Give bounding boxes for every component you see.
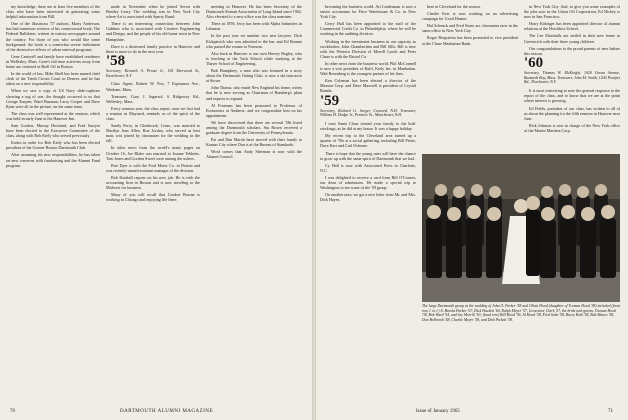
class-60-officers: Secretary, Thomas W. McKnight, 1020 Ocean Avenue, Buzzards Bay, Mass. Treasurer, John M. Smith, 1200 Pomfret Rd., Dorchester, N.Y. bbox=[524, 70, 620, 85]
paragraph: Roger Bergström has been promoted to vice president at the Chase Manhattan Bank. bbox=[422, 35, 518, 46]
paragraph: There is hope that the young ones will have the chance to grow up with the same spirit of Dartmouth that we had. bbox=[320, 150, 416, 161]
paragraph: Harry Kittinger has been appointed director of alumni relations at the Hotchkiss School. bbox=[524, 21, 620, 32]
running-foot-left: DARTMOUTH ALUMNI MAGAZINE bbox=[120, 409, 214, 414]
left-column-3 bbox=[206, 4, 302, 404]
paragraph: Cy Hall is now with Associated Press in Charlotte, N.C. bbox=[320, 162, 416, 173]
paragraph: becoming the business world. Art Lindenauer is now a senior accountant for Price Waterhouse & Co. in New York City. bbox=[320, 4, 416, 20]
paragraph: Gerry Hall has been appointed to the staff of the Commercial Credit Co. in Philadelphia, where he will be working in the auditing division. bbox=[320, 21, 416, 37]
paragraph: Ken Coleman has been elected a director of the Maxson Corp. and Dave Maxwell is president of Crystal Brands. bbox=[320, 78, 416, 94]
paragraph: Every reunion year, the class report, once we first had a reunion in Maynard, reminds us of the spirit of the class. bbox=[106, 105, 200, 121]
paragraph: We have discovered that there are several '58s listed among the Dartmouth scholars. Stu Rosen received a graduate degree from the University of Pennsylvania. bbox=[206, 119, 302, 136]
paragraph: In other news from the business world, Phil McConnell is now a vice president of Raiff, Kiely Inc. in Manhattan. Walt Rosenberg is the youngest partner of his firm. bbox=[320, 60, 416, 77]
class-year: '58 bbox=[106, 52, 126, 69]
class-year: '59 bbox=[320, 92, 340, 109]
paragraph: Hal Schenck and Fred Stone are classmates now in the same office in New York City. bbox=[422, 23, 518, 34]
class-59-officers: Secretary, Richard G. Jaeger, Concord, N.H. Treasurer, William H. Dodge Jr., Prentice St., Manchester, N.H. bbox=[320, 108, 416, 118]
paragraph: my knowledge, there are at least five members of the class who have been interested in generating some helpful information from Bill. bbox=[6, 4, 100, 20]
paragraph: Also back in Hanover is our own Harvey Bagley, who is teaching at the Tuck School while studying at the Thayer School of Engineering. bbox=[206, 50, 302, 66]
paragraph: I trust Santa Claus treated your family to the kids' stockings, as he did at my house. It was a happy holiday. bbox=[320, 121, 416, 132]
page-number-right: 71 bbox=[608, 409, 613, 414]
left-column-2 bbox=[106, 4, 200, 404]
paragraph: Ed Fields, president of our class, has written to all of us about the planning for the fifth reunion in Hanover next June. bbox=[524, 105, 620, 121]
paragraph: Sam Gordon, Murray Howland, and Fred Sawyer have been elected to the Executive Committee of the class, along with Bob Kiely who served previously. bbox=[6, 122, 100, 139]
page-gutter bbox=[312, 0, 316, 420]
page-number-left: 70 bbox=[10, 409, 15, 414]
class-year: '60 bbox=[524, 54, 544, 71]
paragraph: Our congratulations to the proud parents of new babies this season. bbox=[524, 45, 620, 56]
paragraph: The class was well represented at the reunion, which was held in early June at the Hanover Inn. bbox=[6, 110, 100, 121]
paragraph: Gene Cantwell and family have established residence in Wellesley, Mass. Gene's full time activities away from home are centered at Shell Oil in Boston. bbox=[6, 53, 100, 70]
photo-caption: The large Dartmouth group at the wedding of John O. Parker '58 and Olivia Hood (daughter of Truman Hood '38) included (front row, l. to r.) A. Brooks Parker '67, Dick Hackett '60, Ralph Meyer '57, Grosvenor Clark '57, the bride and groom, Truman Hood '38, Bob Ward '54, and Jay Morrill '63; (back row) Bill Hood '56, Al Hood '58, Fred Sohn '58, Barry Roth '58, Bob Mauro '58, Don Holbrook '58, Charlie Meyer '58, and Dick Pickett '58. bbox=[422, 304, 620, 322]
paragraph: My recent trip to the Cleveland area turned up a quarter of '59s at a social gathering, including Bill Petrie, Dave Kerr and Carl Osborne. bbox=[320, 133, 416, 149]
paragraph: When we saw a copy of US Navy slide-captions showing a tug of war, the thought occurred to us that George Karpen, Ward Bauman, Larry Cooper and Dave Ryan were all in the picture, on the same team. bbox=[6, 88, 100, 109]
paragraph: One of the illustrious '57 authors, Marty Anderson, has had numerous reviews of his controversial book, The Federal Bulldozer, written in various newspapers around the country. For those of you who would like some background: the book is a somewhat severe indictment of the destructive effects of urban renewal programs. bbox=[6, 21, 100, 52]
left-column-1 bbox=[6, 4, 100, 404]
paragraph: It is most interesting to note the general response to the report of the class, and to know that we are at the point where interest is growing. bbox=[524, 88, 620, 104]
paragraph: here in Cleveland for the season. bbox=[427, 4, 481, 9]
class-58-officers: Secretary, Kenneth A. Proutt Jr., 165 Sherwood St., Eastchester, N.Y. bbox=[106, 68, 200, 78]
paragraph: The Lee Marshalls are settled in their new home in Greenwich with their three young children. bbox=[524, 33, 620, 44]
paragraph: Treasurer, Gary J. Ingersol, 6 Ridgeway Rd., Wellesley, Mass. bbox=[106, 93, 200, 104]
paragraph: Working in the investment business in our capacity as stockbroker, John Chamberlain and Bill Sills. Bill is now with the Western Division of Merrill Lynch and Peter Chase is with the Bristol Co. bbox=[320, 38, 416, 59]
paragraph: Kudos in order for Bob Kiely who has been elected president of the Greater Boston Dartmouth Club. bbox=[6, 140, 100, 151]
paragraph: Pete Dyer is with the Ford Motor Co. in Detroit and was recently named assistant manager of the division. bbox=[106, 162, 200, 173]
wedding-group-photo bbox=[422, 154, 620, 302]
paragraph: After assuming his new responsibilities, he has taken on new concerns with fundraising and the Alumni Fund program. bbox=[6, 152, 100, 168]
paragraph: In the past year we number two new lawyers: Dick Kirkpatrick who was admitted to the bar, and Ed Bonner who passed the exams in Vermont. bbox=[206, 33, 302, 49]
paragraph: meeting in Hanover. He has been Secretary of the Dartmouth Alumni Association of Long Island since 1962. Also elevated to a new office was the class nominee. bbox=[206, 4, 302, 20]
paragraph: Dave is a distressed family practice in Hanover and there is more to do in the next year. bbox=[106, 43, 200, 54]
paragraph: On another note, we got a nice letter from Mr. and Mrs. Dick Hayes. bbox=[320, 192, 416, 203]
paragraph: Bob Humphrey, a man who was featured in a story about the Dartmouth Outing Club, is now a ski instructor at Stowe. bbox=[206, 68, 302, 84]
paragraph: in New York City. And, to give you some examples of the jobs now in the Union Oil Corporation, Ed Hickey is now in San Francisco. bbox=[524, 4, 620, 20]
paragraph: Al Freeman has been promoted to Professor of Economics at Amherst, and we congratulate him on his appointment. bbox=[206, 102, 302, 118]
right-column-1 bbox=[320, 4, 416, 404]
class-58-heading bbox=[106, 52, 200, 69]
class-60-heading bbox=[524, 54, 620, 71]
paragraph: Charlie Kerr is now working on an advertising campaign for Good Humor. bbox=[422, 11, 518, 22]
paragraph: There is an interesting connection between John Gubbins who is associated with Creative Engineering and Design, and the people of his old home town in New Hampshire. bbox=[106, 21, 200, 42]
paragraph: Word comes that Andy Sherman is now with the Alumni Council. bbox=[206, 149, 302, 160]
paragraph: John Thoma, who made New England his home, writes that he is now serving as Chairman of Rumberg's plant and expects to expand. bbox=[206, 85, 302, 101]
paragraph: I was delighted to receive a card from Bill O'Connor, our dean of admissions. He made a special trip to Washington to see some of the '59 group. bbox=[320, 174, 416, 191]
right-page bbox=[320, 4, 622, 408]
group-photo-image bbox=[422, 154, 620, 302]
class-59-heading bbox=[320, 92, 416, 109]
running-foot-right: Issue of January 1965 bbox=[416, 409, 460, 414]
paragraph: Sandy Ferry, in Glenbrook, Conn., was married to Marilyn Jean Allen. Ron Jordan, who served as best man, was joined by classmates for the wedding in the fall. bbox=[106, 123, 200, 144]
right-column-2 bbox=[422, 4, 518, 149]
paragraph: In other news from the world's many pages on October 16, Joe Blake was married to Joanne Tebbetts. Tom Jones and Gordon Sweet were among the ushers. bbox=[106, 145, 200, 161]
paragraph: In the world of law, Mike Shell has been named chief clerk of the Tenth Circuit Court in Denver, and he has taken on a new responsibility. bbox=[6, 71, 100, 87]
paragraph: Class Agent, Robert W. Fox, 7 Esperanza Ave., Wenham, Mass. bbox=[106, 81, 200, 92]
paragraph: There in 1959, Jerry has been with Alpha Industries in Lebanon. bbox=[206, 21, 302, 32]
paragraph: Rick Johnson is now in charge of the New York office of the Martin Marietta Corp. bbox=[524, 122, 620, 133]
right-column-3 bbox=[524, 4, 620, 149]
paragraph: Pat and Dan Martin have moved with their family to Kansas City where Dan is at the Bureau of Standards. bbox=[206, 137, 302, 148]
paragraph: made in November when he joined Seven with Bentley Leary. The wedding was in New York City where Art is associated with Sperry Rand. bbox=[106, 4, 200, 20]
paragraph: Many of you will recall that Gordon Bowne is working in Chicago and enjoying life there. bbox=[106, 192, 200, 203]
paragraph: Bob Kimball reports on his new job. He is with the accounting firm in Boston and is now traveling to the Midwest for business. bbox=[106, 174, 200, 191]
left-page bbox=[6, 4, 306, 408]
